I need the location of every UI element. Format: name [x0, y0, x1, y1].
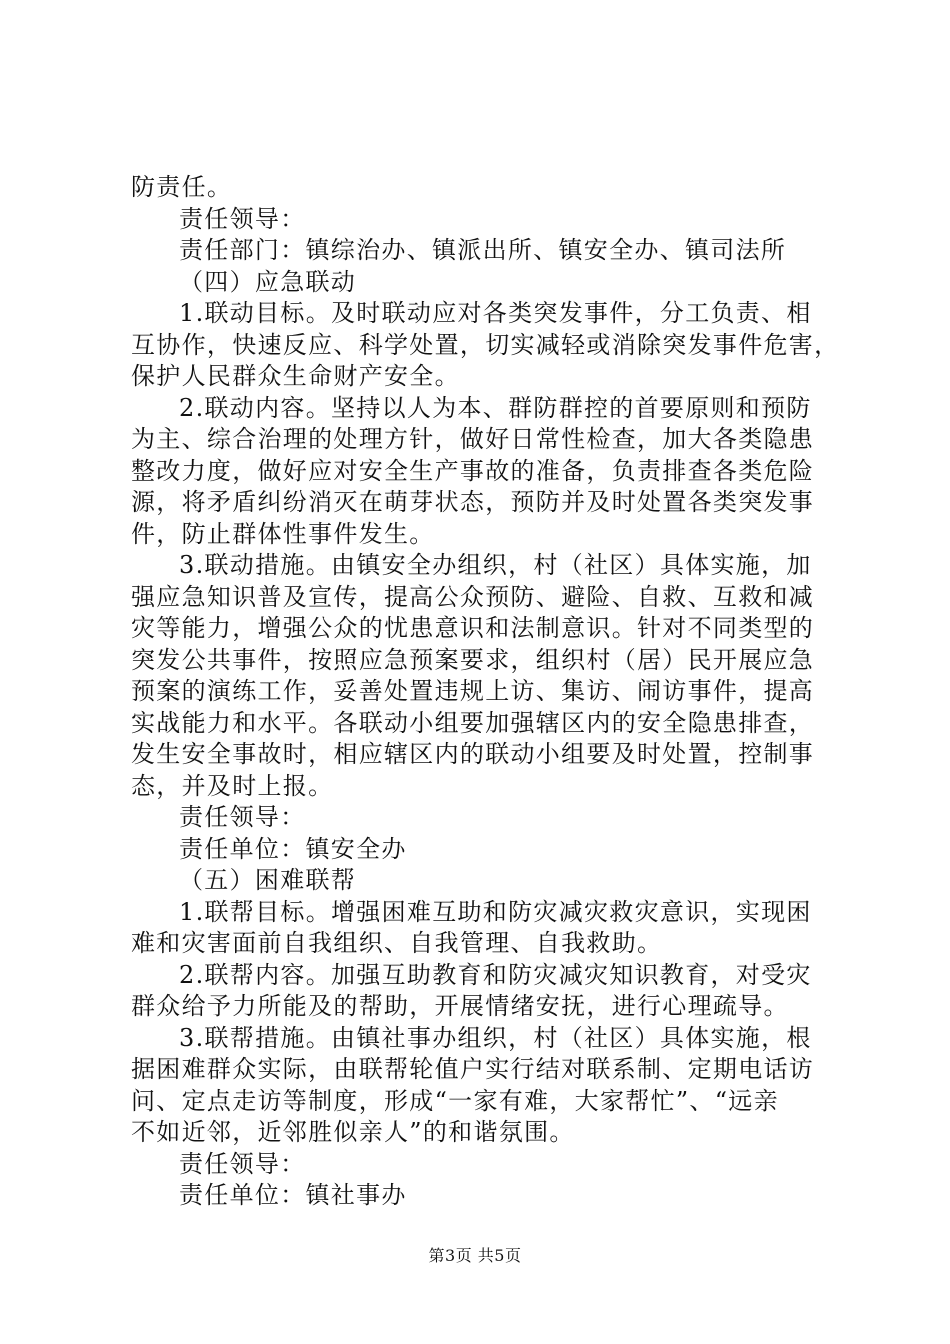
document-body [131, 172, 840, 1212]
text-line: 3.联帮措施。由镇社事办组织，村（社区）具体实施，根 [179, 1023, 812, 1052]
text-line: 整改力度，做好应对安全生产事故的准备，负责排查各类危险 [131, 456, 815, 485]
text-line: 责任单位：镇安全办 [179, 834, 407, 863]
page-number-footer: 第3页 共5页 [428, 1246, 522, 1265]
text-line: 问、定点走访等制度，形成“一家有难，大家帮忙”、“远亲 [131, 1086, 779, 1115]
text-line: 1.联动目标。及时联动应对各类突发事件，分工负责、相 [179, 299, 812, 327]
text-line: 源，将矛盾纠纷消灭在萌芽状态，预防并及时处置各类突发事 [131, 488, 815, 516]
text-line: 群众给予力所能及的帮助，开展情绪安抚，进行心理疏导。 [131, 992, 789, 1020]
text-line: 责任领导： [179, 1149, 306, 1178]
text-line: 难和灾害面前自我组织、自我管理、自我救助。 [131, 929, 663, 957]
text-line: 发生安全事故时，相应辖区内的联动小组要及时处置，控制事 [131, 740, 815, 768]
text-line: 灾等能力，增强公众的忧患意识和法制意识。针对不同类型的 [131, 614, 815, 642]
text-line: 不如近邻，近邻胜似亲人”的和谐氛围。 [131, 1118, 575, 1146]
section-heading: （四）应急联动 [179, 267, 357, 296]
text-line: 防责任。 [131, 173, 233, 201]
text-line: 为主、综合治理的处理方针，做好日常性检查，加大各类隐患 [131, 425, 815, 453]
text-line: 互协作，快速反应、科学处置，切实减轻或消除突发事件危害， [131, 330, 840, 359]
text-line: 件，防止群体性事件发生。 [131, 519, 435, 548]
text-line: 据困难群众实际，由联帮轮值户实行结对联系制、定期电话访 [131, 1055, 815, 1083]
text-line: 1.联帮目标。增强困难互助和防灾减灾救灾意识，实现困 [179, 897, 812, 926]
text-line: 责任领导： [179, 803, 306, 831]
text-line: 强应急知识普及宣传，提高公众预防、避险、自救、互救和减 [131, 582, 815, 611]
text-line: 态，并及时上报。 [131, 771, 334, 800]
text-line: 2.联帮内容。加强互助教育和防灾减灾知识教育，对受灾 [179, 960, 812, 989]
text-line: 责任单位：镇社事办 [179, 1181, 407, 1209]
text-line: 3.联动措施。由镇安全办组织，村（社区）具体实施，加 [179, 551, 812, 579]
text-line: 突发公共事件，按照应急预案要求，组织村（居）民开展应急 [131, 645, 815, 674]
text-line: 保护人民群众生命财产安全。 [131, 362, 460, 390]
text-line: 2.联动内容。坚持以人为本、群防群控的首要原则和预防 [179, 393, 812, 422]
text-line: 责任领导： [179, 204, 306, 233]
text-line: 责任部门：镇综治办、镇派出所、镇安全办、镇司法所 [179, 236, 787, 264]
text-line: 预案的演练工作，妥善处置违规上访、集访、闹访事件，提高 [131, 677, 815, 705]
text-line: 实战能力和水平。各联动小组要加强辖区内的安全隐患排查， [131, 708, 815, 737]
section-heading: （五）困难联帮 [179, 866, 357, 894]
